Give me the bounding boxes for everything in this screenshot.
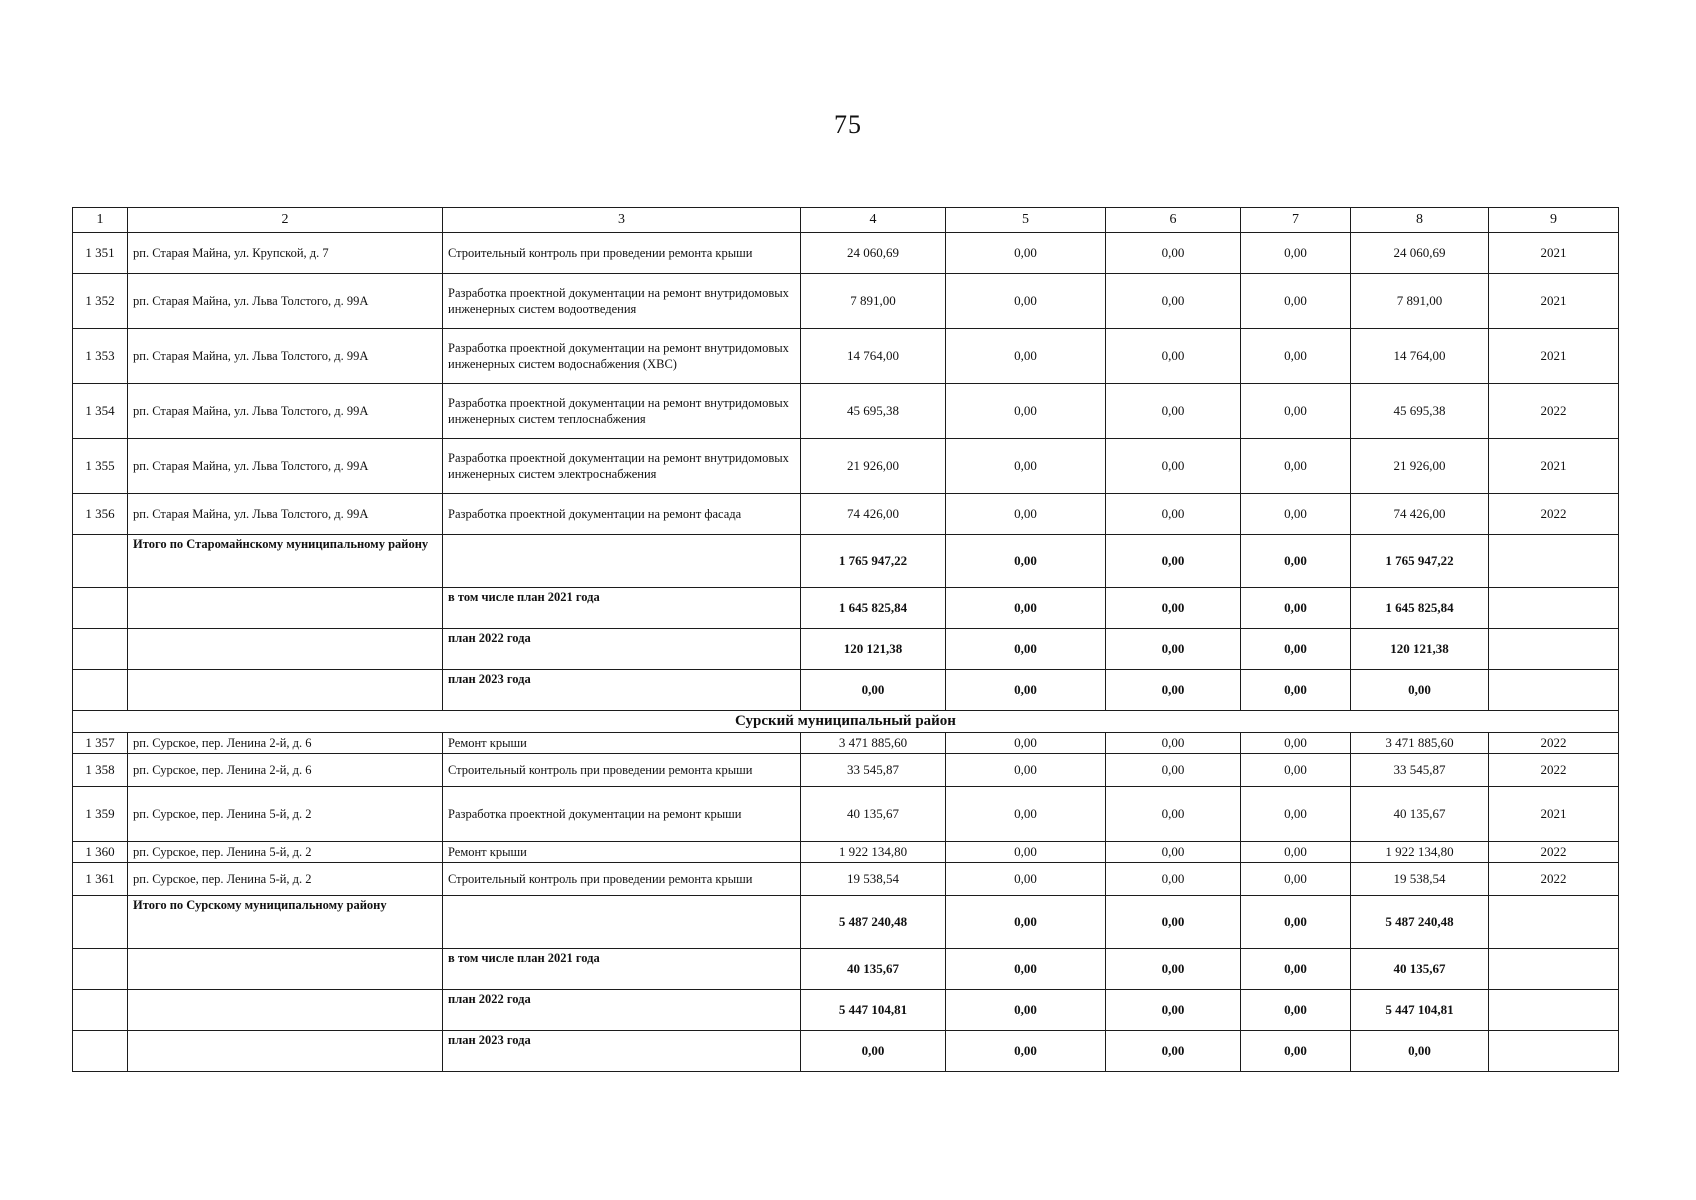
row-number: 1 355 <box>73 439 128 494</box>
cost-total-cell: 21 926,00 <box>801 439 946 494</box>
address-cell: рп. Старая Майна, ул. Крупской, д. 7 <box>128 233 443 274</box>
cost-col7-cell: 0,00 <box>1241 535 1351 588</box>
cost-total-cell: 5 447 104,81 <box>801 990 946 1031</box>
row-number: 1 353 <box>73 329 128 384</box>
cost-col8-cell: 1 645 825,84 <box>1351 588 1489 629</box>
cost-total-cell: 1 765 947,22 <box>801 535 946 588</box>
cost-col6-cell: 0,00 <box>1106 842 1241 863</box>
cost-col8-cell: 33 545,87 <box>1351 754 1489 787</box>
column-header: 6 <box>1106 208 1241 233</box>
year-cell: 2022 <box>1489 754 1619 787</box>
work-type-cell: Разработка проектной документации на ремонт фасада <box>443 494 801 535</box>
cost-col6-cell: 0,00 <box>1106 329 1241 384</box>
year-cell: 2021 <box>1489 274 1619 329</box>
cost-col5-cell: 0,00 <box>946 754 1106 787</box>
empty-cell <box>73 670 128 711</box>
table-row <box>73 754 1619 787</box>
cost-col5-cell: 0,00 <box>946 233 1106 274</box>
address-cell: рп. Сурское, пер. Ленина 2-й, д. 6 <box>128 754 443 787</box>
cost-col7-cell: 0,00 <box>1241 842 1351 863</box>
cost-col6-cell: 0,00 <box>1106 384 1241 439</box>
cost-col5-cell: 0,00 <box>946 494 1106 535</box>
cost-col8-cell: 5 487 240,48 <box>1351 896 1489 949</box>
cost-col5-cell: 0,00 <box>946 733 1106 754</box>
repair-plan-table <box>72 207 1619 1072</box>
plan-year-label: план 2022 года <box>443 629 801 670</box>
plan-year-label: план 2023 года <box>443 1031 801 1072</box>
empty-cell <box>128 670 443 711</box>
cost-col8-cell: 0,00 <box>1351 1031 1489 1072</box>
cost-col8-cell: 40 135,67 <box>1351 787 1489 842</box>
empty-cell <box>1489 896 1619 949</box>
cost-col5-cell: 0,00 <box>946 1031 1106 1072</box>
empty-cell <box>1489 629 1619 670</box>
cost-col5-cell: 0,00 <box>946 384 1106 439</box>
empty-cell <box>443 896 801 949</box>
empty-cell <box>1489 670 1619 711</box>
cost-total-cell: 5 487 240,48 <box>801 896 946 949</box>
work-type-cell: Разработка проектной документации на ремонт внутридомовых инженерных систем водоотведения <box>443 274 801 329</box>
work-type-cell: Строительный контроль при проведении ремонта крыши <box>443 863 801 896</box>
empty-cell <box>1489 535 1619 588</box>
cost-col6-cell: 0,00 <box>1106 588 1241 629</box>
cost-col5-cell: 0,00 <box>946 629 1106 670</box>
cost-col6-cell: 0,00 <box>1106 670 1241 711</box>
cost-col7-cell: 0,00 <box>1241 787 1351 842</box>
table-row <box>73 494 1619 535</box>
district-total-label: Итого по Старомайнскому муниципальному району <box>128 535 443 588</box>
table-row <box>73 863 1619 896</box>
cost-col7-cell: 0,00 <box>1241 949 1351 990</box>
cost-col5-cell: 0,00 <box>946 588 1106 629</box>
cost-col8-cell: 1 922 134,80 <box>1351 842 1489 863</box>
cost-col7-cell: 0,00 <box>1241 990 1351 1031</box>
cost-col8-cell: 40 135,67 <box>1351 949 1489 990</box>
cost-col5-cell: 0,00 <box>946 329 1106 384</box>
empty-cell <box>73 588 128 629</box>
cost-col5-cell: 0,00 <box>946 842 1106 863</box>
cost-col6-cell: 0,00 <box>1106 439 1241 494</box>
cost-col8-cell: 7 891,00 <box>1351 274 1489 329</box>
column-header: 4 <box>801 208 946 233</box>
address-cell: рп. Старая Майна, ул. Льва Толстого, д. 99А <box>128 439 443 494</box>
plan-year-row <box>73 629 1619 670</box>
year-cell: 2022 <box>1489 384 1619 439</box>
cost-col6-cell: 0,00 <box>1106 274 1241 329</box>
row-number: 1 356 <box>73 494 128 535</box>
cost-col6-cell: 0,00 <box>1106 949 1241 990</box>
column-number-row <box>73 208 1619 233</box>
cost-col7-cell: 0,00 <box>1241 329 1351 384</box>
row-number: 1 357 <box>73 733 128 754</box>
empty-cell <box>1489 588 1619 629</box>
cost-total-cell: 14 764,00 <box>801 329 946 384</box>
empty-cell <box>128 1031 443 1072</box>
address-cell: рп. Сурское, пер. Ленина 5-й, д. 2 <box>128 863 443 896</box>
table-row <box>73 842 1619 863</box>
cost-col5-cell: 0,00 <box>946 274 1106 329</box>
address-cell: рп. Старая Майна, ул. Льва Толстого, д. 99А <box>128 274 443 329</box>
empty-cell <box>128 629 443 670</box>
empty-cell <box>1489 1031 1619 1072</box>
table-row <box>73 329 1619 384</box>
empty-cell <box>73 629 128 670</box>
cost-total-cell: 1 922 134,80 <box>801 842 946 863</box>
row-number: 1 359 <box>73 787 128 842</box>
work-type-cell: Ремонт крыши <box>443 842 801 863</box>
address-cell: рп. Сурское, пер. Ленина 5-й, д. 2 <box>128 787 443 842</box>
plan-year-row <box>73 949 1619 990</box>
cost-col5-cell: 0,00 <box>946 896 1106 949</box>
empty-cell <box>1489 949 1619 990</box>
row-number: 1 360 <box>73 842 128 863</box>
cost-col6-cell: 0,00 <box>1106 494 1241 535</box>
row-number: 1 361 <box>73 863 128 896</box>
district-section-row <box>73 711 1619 733</box>
cost-col6-cell: 0,00 <box>1106 990 1241 1031</box>
cost-col6-cell: 0,00 <box>1106 863 1241 896</box>
plan-year-row <box>73 990 1619 1031</box>
column-header: 5 <box>946 208 1106 233</box>
cost-col6-cell: 0,00 <box>1106 787 1241 842</box>
cost-col6-cell: 0,00 <box>1106 733 1241 754</box>
cost-col5-cell: 0,00 <box>946 990 1106 1031</box>
district-section-title: Сурский муниципальный район <box>73 711 1619 733</box>
table-row <box>73 787 1619 842</box>
column-header: 1 <box>73 208 128 233</box>
column-header: 8 <box>1351 208 1489 233</box>
plan-year-label: в том числе план 2021 года <box>443 949 801 990</box>
cost-col8-cell: 5 447 104,81 <box>1351 990 1489 1031</box>
year-cell: 2021 <box>1489 329 1619 384</box>
column-header: 3 <box>443 208 801 233</box>
cost-col6-cell: 0,00 <box>1106 233 1241 274</box>
cost-col6-cell: 0,00 <box>1106 535 1241 588</box>
work-type-cell: Разработка проектной документации на ремонт внутридомовых инженерных систем теплоснабжения <box>443 384 801 439</box>
cost-col5-cell: 0,00 <box>946 949 1106 990</box>
cost-total-cell: 0,00 <box>801 670 946 711</box>
cost-col6-cell: 0,00 <box>1106 629 1241 670</box>
cost-col6-cell: 0,00 <box>1106 896 1241 949</box>
cost-col7-cell: 0,00 <box>1241 384 1351 439</box>
cost-col7-cell: 0,00 <box>1241 274 1351 329</box>
plan-year-row <box>73 1031 1619 1072</box>
district-total-row <box>73 896 1619 949</box>
empty-cell <box>443 535 801 588</box>
cost-total-cell: 0,00 <box>801 1031 946 1072</box>
work-type-cell: Ремонт крыши <box>443 733 801 754</box>
district-total-row <box>73 535 1619 588</box>
address-cell: рп. Старая Майна, ул. Льва Толстого, д. 99А <box>128 329 443 384</box>
cost-col7-cell: 0,00 <box>1241 1031 1351 1072</box>
cost-col8-cell: 3 471 885,60 <box>1351 733 1489 754</box>
address-cell: рп. Старая Майна, ул. Льва Толстого, д. 99А <box>128 384 443 439</box>
cost-total-cell: 120 121,38 <box>801 629 946 670</box>
work-type-cell: Разработка проектной документации на ремонт внутридомовых инженерных систем электроснабжения <box>443 439 801 494</box>
district-total-label: Итого по Сурскому муниципальному району <box>128 896 443 949</box>
year-cell: 2022 <box>1489 733 1619 754</box>
column-header: 7 <box>1241 208 1351 233</box>
cost-total-cell: 45 695,38 <box>801 384 946 439</box>
cost-col8-cell: 74 426,00 <box>1351 494 1489 535</box>
row-number: 1 351 <box>73 233 128 274</box>
plan-year-row <box>73 588 1619 629</box>
plan-year-label: план 2022 года <box>443 990 801 1031</box>
cost-total-cell: 19 538,54 <box>801 863 946 896</box>
cost-col7-cell: 0,00 <box>1241 670 1351 711</box>
cost-col8-cell: 45 695,38 <box>1351 384 1489 439</box>
cost-total-cell: 3 471 885,60 <box>801 733 946 754</box>
cost-col7-cell: 0,00 <box>1241 863 1351 896</box>
cost-total-cell: 40 135,67 <box>801 949 946 990</box>
empty-cell <box>1489 990 1619 1031</box>
address-cell: рп. Старая Майна, ул. Льва Толстого, д. 99А <box>128 494 443 535</box>
cost-col8-cell: 19 538,54 <box>1351 863 1489 896</box>
cost-col6-cell: 0,00 <box>1106 754 1241 787</box>
work-type-cell: Разработка проектной документации на ремонт внутридомовых инженерных систем водоснабжения (ХВС) <box>443 329 801 384</box>
year-cell: 2021 <box>1489 233 1619 274</box>
table-row <box>73 439 1619 494</box>
cost-col8-cell: 1 765 947,22 <box>1351 535 1489 588</box>
cost-col8-cell: 0,00 <box>1351 670 1489 711</box>
cost-col7-cell: 0,00 <box>1241 629 1351 670</box>
cost-total-cell: 74 426,00 <box>801 494 946 535</box>
empty-cell <box>73 1031 128 1072</box>
row-number: 1 354 <box>73 384 128 439</box>
cost-col5-cell: 0,00 <box>946 863 1106 896</box>
table-row <box>73 733 1619 754</box>
empty-cell <box>73 535 128 588</box>
work-type-cell: Строительный контроль при проведении ремонта крыши <box>443 233 801 274</box>
cost-col8-cell: 21 926,00 <box>1351 439 1489 494</box>
page-number: 75 <box>834 110 862 139</box>
cost-col5-cell: 0,00 <box>946 439 1106 494</box>
year-cell: 2022 <box>1489 842 1619 863</box>
empty-cell <box>128 990 443 1031</box>
cost-col5-cell: 0,00 <box>946 787 1106 842</box>
work-type-cell: Строительный контроль при проведении ремонта крыши <box>443 754 801 787</box>
cost-col6-cell: 0,00 <box>1106 1031 1241 1072</box>
column-header: 9 <box>1489 208 1619 233</box>
table-row <box>73 384 1619 439</box>
table-row <box>73 233 1619 274</box>
row-number: 1 352 <box>73 274 128 329</box>
work-type-cell: Разработка проектной документации на ремонт крыши <box>443 787 801 842</box>
year-cell: 2021 <box>1489 439 1619 494</box>
cost-col7-cell: 0,00 <box>1241 233 1351 274</box>
address-cell: рп. Сурское, пер. Ленина 5-й, д. 2 <box>128 842 443 863</box>
cost-total-cell: 1 645 825,84 <box>801 588 946 629</box>
cost-col7-cell: 0,00 <box>1241 439 1351 494</box>
year-cell: 2022 <box>1489 863 1619 896</box>
cost-total-cell: 33 545,87 <box>801 754 946 787</box>
cost-col7-cell: 0,00 <box>1241 896 1351 949</box>
year-cell: 2022 <box>1489 494 1619 535</box>
plan-year-label: план 2023 года <box>443 670 801 711</box>
column-header: 2 <box>128 208 443 233</box>
cost-total-cell: 7 891,00 <box>801 274 946 329</box>
cost-col7-cell: 0,00 <box>1241 494 1351 535</box>
row-number: 1 358 <box>73 754 128 787</box>
plan-year-label: в том числе план 2021 года <box>443 588 801 629</box>
cost-col8-cell: 24 060,69 <box>1351 233 1489 274</box>
plan-year-row <box>73 670 1619 711</box>
empty-cell <box>73 990 128 1031</box>
empty-cell <box>73 896 128 949</box>
cost-col7-cell: 0,00 <box>1241 733 1351 754</box>
address-cell: рп. Сурское, пер. Ленина 2-й, д. 6 <box>128 733 443 754</box>
year-cell: 2021 <box>1489 787 1619 842</box>
cost-col5-cell: 0,00 <box>946 535 1106 588</box>
cost-total-cell: 24 060,69 <box>801 233 946 274</box>
empty-cell <box>73 949 128 990</box>
table-row <box>73 274 1619 329</box>
cost-col5-cell: 0,00 <box>946 670 1106 711</box>
cost-col7-cell: 0,00 <box>1241 588 1351 629</box>
empty-cell <box>128 949 443 990</box>
cost-col7-cell: 0,00 <box>1241 754 1351 787</box>
cost-col8-cell: 14 764,00 <box>1351 329 1489 384</box>
cost-total-cell: 40 135,67 <box>801 787 946 842</box>
empty-cell <box>128 588 443 629</box>
cost-col8-cell: 120 121,38 <box>1351 629 1489 670</box>
